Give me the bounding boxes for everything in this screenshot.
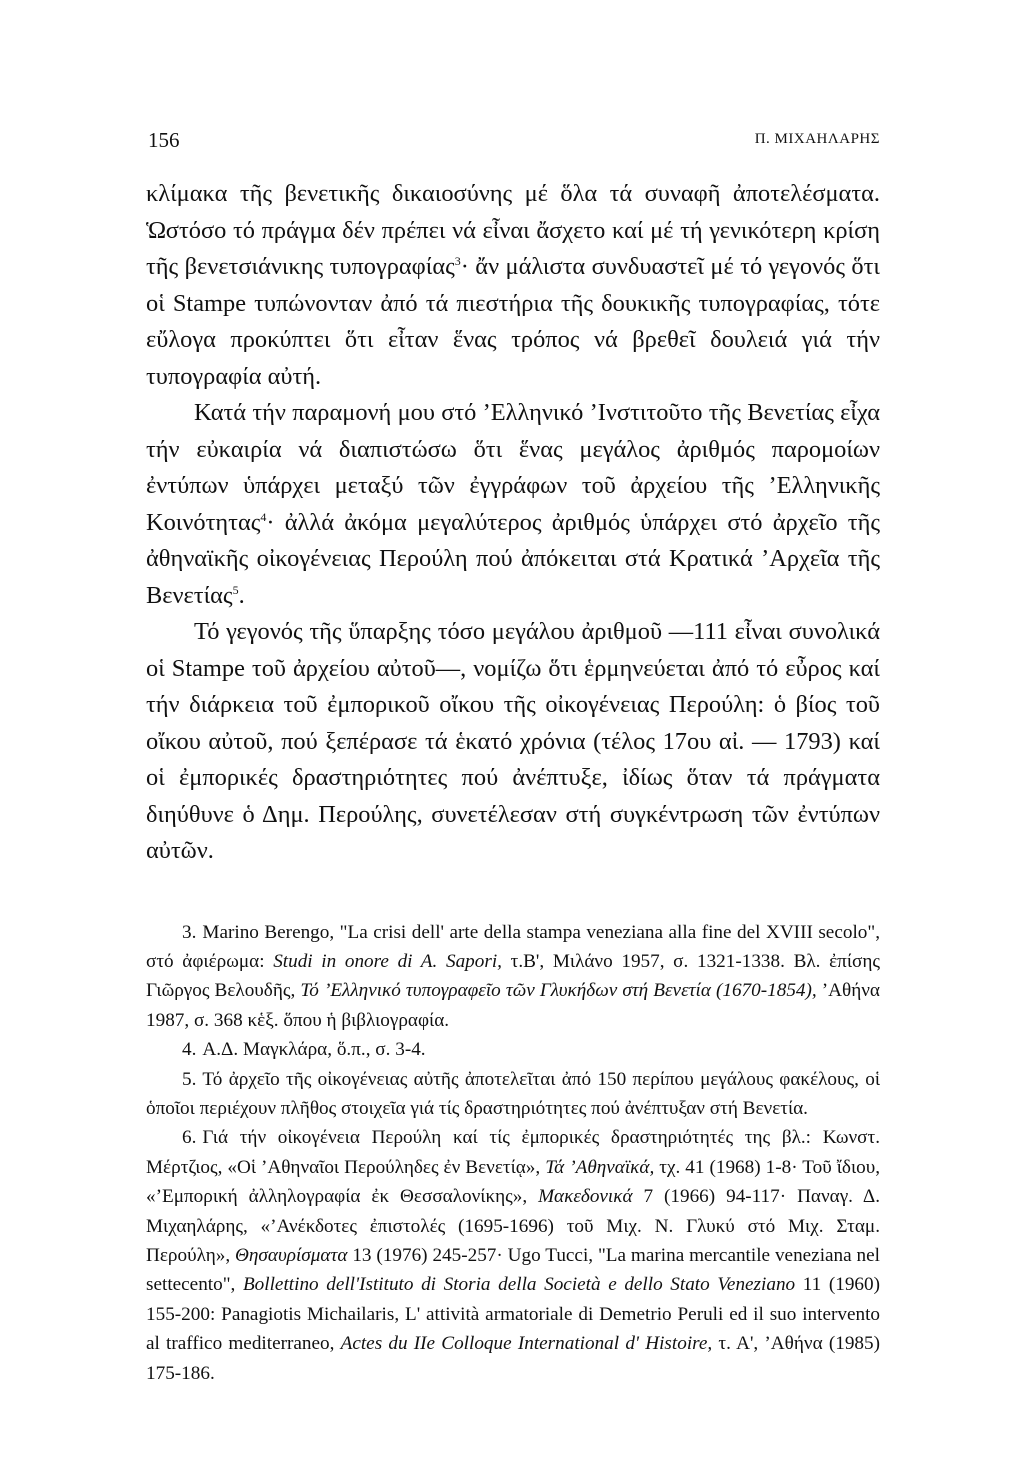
paragraph-2-part-a: Κατά τήν παραμονή μου στό ʼΕλληνικό ʼΙνστιτοῦτο τῆς Βενετίας εἶχα τήν εὐκαιρία νά διαπιστώσω ὅτι ἕνας μεγάλος ἀριθμός παρομοίων ἐντύπων ὑπάρχει μεταξύ τῶν ἐγγράφων τοῦ ἀρχείου τῆς ʼΕλληνικῆς Κοινότητας [146,399,880,536]
running-head [146,118,880,158]
footnote-italic: Τό ʼΕλληνικό τυπογραφεῖο τῶν Γλυκήδων στή Βενετία (1670-1854), [300,980,817,1002]
footnote-text: τ. Α', ʼΑθήνα (1985) 175-186. [146,1333,880,1384]
footnote-italic: Actes du IIe Colloque International d' Histoire, [340,1333,713,1355]
footnote-number: 5. [182,1068,197,1090]
paragraph-2-part-b: · ἀλλά ἀκόμα μεγαλύτερος ἀριθμός ὑπάρχει στό ἀρχεῖο τῆς ἀθηναϊκῆς οἰκογένειας Περούλη πού ἀπόκειται στά Κρατικά ʼΑρχεῖα τῆς Βενετίας [146,508,880,609]
page [146,118,880,1388]
footnote-4 [146,1035,880,1064]
footnote-6 [146,1123,880,1388]
footnote-ref-4: 4 [260,509,267,524]
footnote-text: Γιά τήν οἰκογένεια Περούλη καί τίς ἐμπορικές δραστηριότητές της βλ.: Κωνστ. Μέρτζιος, «Οἱ ʼΑθηναῖοι Περούληδες ἐν Βενετίᾳ», [146,1127,880,1178]
footnote-number: 4. [182,1039,197,1061]
paragraph-1-part-b: · ἄν μάλιστα συνδυαστεῖ μέ τό γεγονός ὅτι οἱ Stampe τυπώνονταν ἀπό τά πιεστήρια τῆς δουκικῆς τυπογραφίας, τότε εὔλογα προκύπτει ὅτι εἶταν ἕνας τρόπος νά βρεθεῖ δουλειά γιά τήν τυπογραφία αὐτή. [146,253,880,390]
footnote-text: ʼΑθήνα 1987, σ. 368 κἑξ. ὅπου ἡ βιβλιογραφία. [146,980,880,1031]
footnote-text: 11 (1960) 155-200: Panagiotis Michailaris, L' attività armatoriale di Demetrio Peruli ed il suo intervento al traffico mediterraneo, [146,1274,880,1355]
footnote-text: Α.Δ. Μαγκλάρα, ὅ.π., σ. 3-4. [202,1039,426,1061]
footnote-number: 6. [182,1127,197,1149]
paragraph-1 [146,176,880,395]
footnote-ref-3: 3 [454,253,461,268]
footnote-italic: Τά ʼΑθηναϊκά, [545,1156,655,1178]
footnote-text: Τό ἀρχεῖο τῆς οἰκογένειας αὐτῆς ἀποτελεῖται ἀπό 150 περίπου μεγάλους φακέλους, οἱ ὁποῖοι περιέχουν πλῆθος στοιχεῖα γιά τίς δραστηριότητες πού ἀνέπτυξαν στή Βενετία. [146,1068,880,1119]
footnote-text: 13 (1976) 245-257· Ugo Tucci, "La marina mercantile veneziana nel settecento", [146,1244,880,1296]
page-number: 156 [148,128,180,152]
footnote-5 [146,1065,880,1124]
footnotes [146,918,880,1389]
paragraph-2 [146,395,880,614]
footnote-italic: Μακεδονικά [538,1186,633,1208]
footnote-italic: Studi in onore di A. Sapori, [273,950,502,972]
footnote-text: τ.Β', Μιλάνο 1957, σ. 1321-1338. Βλ. ἐπίσης Γιῶργος Βελουδῆς, [146,950,880,1002]
footnote-italic: Θησαυρίσματα [235,1244,348,1266]
footnote-text: τχ. 41 (1968) 1-8· Τοῦ ἴδιου, «ʼΕμπορική ἀλληλογραφία ἐκ Θεσσαλονίκης», [146,1156,881,1208]
footnote-ref-5: 5 [232,582,239,597]
footnote-number: 3. [182,921,197,943]
body-text [146,176,880,870]
paragraph-3: Τό γεγονός τῆς ὕπαρξης τόσο μεγάλου ἀριθμοῦ —111 εἶναι συνολικά οἱ Stampe τοῦ ἀρχείου αὐτοῦ—, νομίζω ὅτι ἑρμηνεύεται ἀπό τό εὖρος καί τήν διάρκεια τοῦ ἐμπορικοῦ οἴκου τῆς οἰκογένειας Περούλη: ὁ βίος τοῦ οἴκου αὐτοῦ, πού ξεπέρασε τά ἑκατό χρόνια (τέλος 17ου αἰ. — 1793) καί οἱ ἐμπορικές δραστηριότητες πού ἀνέπτυξε, ἰδίως ὅταν τά πράγματα διηύθυνε ὁ Δημ. Περούλης, συνετέλεσαν στή συγκέντρωση τῶν ἐντύπων αὐτῶν. [146,618,880,864]
paragraph-1-part-a: κλίμακα τῆς βενετικῆς δικαιοσύνης μέ ὅλα τά συναφῆ ἀποτελέσματα. Ὡστόσο τό πράγμα δέν πρέπει νά εἶναι ἄσχετο καί μέ τή γενικότερη κρίση τῆς βενετσιάνικης τυπογραφίας [146,180,880,280]
paragraph-2-part-c: . [238,581,245,609]
footnote-text: 7 (1966) 94-117· Παναγ. Δ. Μιχαηλάρης, «ʼΑνέκδοτες ἐπιστολές (1695-1696) τοῦ Μιχ. Ν. Γλυκύ στό Μιχ. Σταμ. Περούλη», [146,1186,880,1266]
footnote-3 [146,918,880,1036]
footnote-italic: Bollettino dell'Istituto di Storia della Società e dello Stato Veneziano [242,1274,796,1296]
footnote-text: Marino Berengo, "La crisi dell' arte della stampa veneziana alla fine del XVIII secolo", στό ἀφιέρωμα: [146,921,880,972]
running-head-author: Π. ΜΙΧΑΗΛΑΡΗΣ [754,131,880,147]
